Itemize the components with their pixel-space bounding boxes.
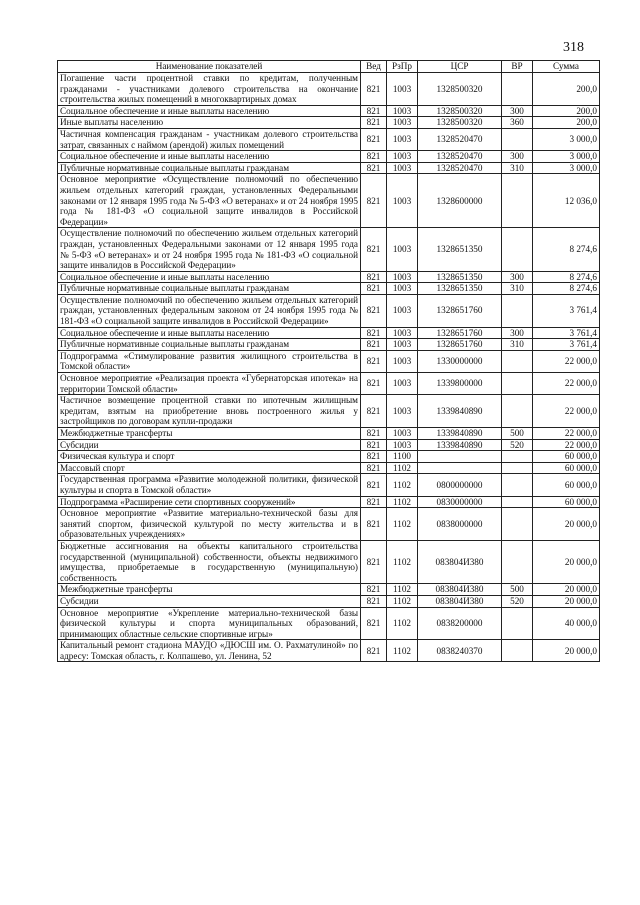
table-row — [58, 128, 600, 150]
cell-rzpr: 1003 — [387, 283, 418, 295]
cell-rzpr: 1003 — [387, 373, 418, 395]
cell-csr: 1339800000 — [418, 373, 502, 395]
cell-csr: 1328651760 — [418, 294, 502, 327]
table-row — [58, 474, 600, 496]
cell-ved: 821 — [361, 595, 387, 607]
cell-rzpr: 1003 — [387, 439, 418, 451]
cell-sum: 22 000,0 — [533, 373, 600, 395]
cell-csr: 0830000000 — [418, 496, 502, 508]
cell-sum: 20 000,0 — [533, 640, 600, 662]
cell-vr — [502, 540, 533, 583]
cell-csr: 1339840890 — [418, 439, 502, 451]
table-row — [58, 151, 600, 163]
cell-vr: 300 — [502, 327, 533, 339]
header-csr: ЦСР — [418, 61, 502, 73]
table-row — [58, 327, 600, 339]
cell-rzpr: 1003 — [387, 271, 418, 283]
table-row — [58, 228, 600, 271]
table-row — [58, 350, 600, 372]
cell-rzpr: 1100 — [387, 451, 418, 463]
cell-ved: 821 — [361, 128, 387, 150]
cell-ved: 821 — [361, 540, 387, 583]
cell-name: Подпрограмма «Расширение сети спортивных сооружений» — [58, 496, 361, 508]
cell-csr: 1328520470 — [418, 162, 502, 174]
cell-csr: 1328651760 — [418, 339, 502, 351]
cell-rzpr: 1003 — [387, 128, 418, 150]
cell-csr: 0838240370 — [418, 640, 502, 662]
cell-name: Частичная компенсация гражданам - участникам долевого строительства затрат, связанных с наймом (арендой) жилых помещений — [58, 128, 361, 150]
cell-vr: 520 — [502, 595, 533, 607]
cell-vr — [502, 373, 533, 395]
cell-sum: 40 000,0 — [533, 607, 600, 640]
cell-vr: 520 — [502, 439, 533, 451]
cell-rzpr: 1003 — [387, 339, 418, 351]
cell-name: Частичное возмещение процентной ставки по ипотечным жилищным кредитам, взятым на приобретение вновь построенного жилья у застройщиков по договорам купли-продажи — [58, 395, 361, 428]
cell-csr: 0838200000 — [418, 607, 502, 640]
cell-csr: 1328500320 — [418, 73, 502, 106]
cell-ved: 821 — [361, 451, 387, 463]
table-row — [58, 162, 600, 174]
cell-vr: 500 — [502, 428, 533, 440]
cell-ved: 821 — [361, 428, 387, 440]
cell-vr: 300 — [502, 105, 533, 117]
cell-rzpr: 1102 — [387, 607, 418, 640]
cell-rzpr: 1003 — [387, 350, 418, 372]
table-row — [58, 105, 600, 117]
table-row — [58, 584, 600, 596]
cell-ved: 821 — [361, 640, 387, 662]
cell-sum: 3 761,4 — [533, 294, 600, 327]
cell-vr: 310 — [502, 162, 533, 174]
header-name: Наименование показателей — [58, 61, 361, 73]
cell-vr — [502, 395, 533, 428]
cell-csr: 1339840890 — [418, 395, 502, 428]
cell-name: Осуществление полномочий по обеспечению жильем отдельных категорий граждан, установленных федеральным законом от 24 ноября 1995 года № 181-ФЗ «О социальной защите инвалидов в Российской Федерации» — [58, 294, 361, 327]
cell-name: Социальное обеспечение и иные выплаты населению — [58, 271, 361, 283]
cell-sum: 22 000,0 — [533, 350, 600, 372]
cell-ved: 821 — [361, 105, 387, 117]
cell-name: Капитальный ремонт стадиона МАУДО «ДЮСШ им. О. Рахматулиной» по адресу: Томская область, г. Колпашево, ул. Ленина, 52 — [58, 640, 361, 662]
cell-ved: 821 — [361, 395, 387, 428]
cell-sum: 20 000,0 — [533, 595, 600, 607]
cell-vr: 310 — [502, 339, 533, 351]
cell-csr: 0838000000 — [418, 508, 502, 541]
cell-vr — [502, 640, 533, 662]
cell-csr: 1328651760 — [418, 327, 502, 339]
cell-ved: 821 — [361, 373, 387, 395]
cell-sum: 60 000,0 — [533, 496, 600, 508]
cell-name: Социальное обеспечение и иные выплаты населению — [58, 327, 361, 339]
cell-name: Иные выплаты населению — [58, 117, 361, 129]
cell-vr — [502, 228, 533, 271]
cell-rzpr: 1003 — [387, 174, 418, 228]
page-number: 318 — [563, 40, 584, 55]
cell-csr: 1339840890 — [418, 428, 502, 440]
cell-ved: 821 — [361, 271, 387, 283]
cell-vr — [502, 73, 533, 106]
cell-vr — [502, 174, 533, 228]
table-row — [58, 595, 600, 607]
cell-csr: 1328651350 — [418, 228, 502, 271]
table-row — [58, 640, 600, 662]
cell-name: Физическая культура и спорт — [58, 451, 361, 463]
cell-rzpr: 1003 — [387, 105, 418, 117]
cell-sum: 20 000,0 — [533, 584, 600, 596]
cell-vr — [502, 451, 533, 463]
table-row — [58, 339, 600, 351]
cell-csr — [418, 451, 502, 463]
cell-rzpr: 1003 — [387, 294, 418, 327]
cell-ved: 821 — [361, 117, 387, 129]
header-sum: Сумма — [533, 61, 600, 73]
cell-vr — [502, 496, 533, 508]
cell-name: Публичные нормативные социальные выплаты гражданам — [58, 339, 361, 351]
table-row — [58, 294, 600, 327]
cell-sum: 3 000,0 — [533, 151, 600, 163]
cell-sum: 8 274,6 — [533, 228, 600, 271]
cell-ved: 821 — [361, 584, 387, 596]
cell-sum: 22 000,0 — [533, 395, 600, 428]
table-row — [58, 395, 600, 428]
table-row — [58, 607, 600, 640]
cell-csr: 1328500320 — [418, 117, 502, 129]
cell-vr: 310 — [502, 283, 533, 295]
cell-name: Основное мероприятие «Осуществление полномочий по обеспечению жильем отдельных категорий граждан, установленных Федеральными законами от 12 января 1995 года № 5-ФЗ «О ветеранах» и от 24 ноября 1995 года № 181-ФЗ «О социальной защите инвалидов в Российской Федерации» — [58, 174, 361, 228]
table-row — [58, 462, 600, 474]
cell-rzpr: 1102 — [387, 508, 418, 541]
cell-sum: 60 000,0 — [533, 462, 600, 474]
cell-name: Бюджетные ассигнования на объекты капитального строительства государственной (муниципальной) собственности, объекты недвижимого имущества, приобретаемые в государственную (муниципальную) собственность — [58, 540, 361, 583]
header-ved: Вед — [361, 61, 387, 73]
cell-ved: 821 — [361, 508, 387, 541]
cell-rzpr: 1003 — [387, 428, 418, 440]
header-vr: ВР — [502, 61, 533, 73]
cell-name: Межбюджетные трансферты — [58, 584, 361, 596]
cell-csr — [418, 462, 502, 474]
cell-ved: 821 — [361, 162, 387, 174]
cell-sum: 3 000,0 — [533, 162, 600, 174]
cell-name: Государственная программа «Развитие молодежной политики, физической культуры и спорта в Томской области» — [58, 474, 361, 496]
table-header-row — [58, 61, 600, 73]
cell-ved: 821 — [361, 462, 387, 474]
cell-name: Социальное обеспечение и иные выплаты населению — [58, 151, 361, 163]
cell-csr: 1328651350 — [418, 283, 502, 295]
cell-rzpr: 1003 — [387, 162, 418, 174]
cell-rzpr: 1102 — [387, 640, 418, 662]
table-row — [58, 496, 600, 508]
table-row — [58, 117, 600, 129]
budget-table — [57, 60, 600, 662]
cell-name: Основное мероприятие «Укрепление материально-технической базы физической культуры и спорта муниципальных образований, принимающих областные сельские спортивные игры» — [58, 607, 361, 640]
cell-sum: 3 761,4 — [533, 339, 600, 351]
table-row — [58, 451, 600, 463]
cell-name: Публичные нормативные социальные выплаты гражданам — [58, 162, 361, 174]
cell-sum: 60 000,0 — [533, 474, 600, 496]
cell-name: Публичные нормативные социальные выплаты гражданам — [58, 283, 361, 295]
cell-vr — [502, 294, 533, 327]
table-row — [58, 271, 600, 283]
cell-name: Погашение части процентной ставки по кредитам, полученным гражданами - участниками долевого строительства на окончание строительства жилых помещений в многоквартирных домах — [58, 73, 361, 106]
cell-ved: 821 — [361, 294, 387, 327]
cell-sum: 200,0 — [533, 105, 600, 117]
cell-vr: 360 — [502, 117, 533, 129]
cell-sum: 200,0 — [533, 73, 600, 106]
cell-ved: 821 — [361, 151, 387, 163]
cell-csr: 1328600000 — [418, 174, 502, 228]
cell-rzpr: 1102 — [387, 595, 418, 607]
cell-rzpr: 1102 — [387, 462, 418, 474]
table-row — [58, 508, 600, 541]
cell-ved: 821 — [361, 439, 387, 451]
table-row — [58, 373, 600, 395]
cell-vr: 500 — [502, 584, 533, 596]
cell-name: Основное мероприятие «Развитие материально-технической базы для занятий спортом, физической культурой по месту жительства и в образовательных учреждениях» — [58, 508, 361, 541]
cell-rzpr: 1102 — [387, 496, 418, 508]
cell-vr: 300 — [502, 271, 533, 283]
cell-vr — [502, 508, 533, 541]
cell-ved: 821 — [361, 73, 387, 106]
cell-ved: 821 — [361, 496, 387, 508]
cell-rzpr: 1003 — [387, 395, 418, 428]
cell-ved: 821 — [361, 339, 387, 351]
table-row — [58, 73, 600, 106]
cell-vr — [502, 474, 533, 496]
cell-ved: 821 — [361, 228, 387, 271]
cell-csr: 083804И380 — [418, 584, 502, 596]
cell-name: Массовый спорт — [58, 462, 361, 474]
cell-csr: 1328651350 — [418, 271, 502, 283]
cell-ved: 821 — [361, 283, 387, 295]
cell-rzpr: 1003 — [387, 151, 418, 163]
header-rzpr: РзПр — [387, 61, 418, 73]
table-row — [58, 540, 600, 583]
cell-name: Субсидии — [58, 439, 361, 451]
cell-sum: 20 000,0 — [533, 508, 600, 541]
cell-name: Межбюджетные трансферты — [58, 428, 361, 440]
cell-sum: 22 000,0 — [533, 428, 600, 440]
cell-name: Социальное обеспечение и иные выплаты населению — [58, 105, 361, 117]
table-row — [58, 174, 600, 228]
cell-ved: 821 — [361, 607, 387, 640]
cell-vr — [502, 462, 533, 474]
cell-csr: 083804И380 — [418, 595, 502, 607]
table-row — [58, 283, 600, 295]
cell-name: Подпрограмма «Стимулирование развития жилищного строительства в Томской области» — [58, 350, 361, 372]
cell-sum: 22 000,0 — [533, 439, 600, 451]
table-row — [58, 428, 600, 440]
cell-sum: 8 274,6 — [533, 271, 600, 283]
cell-name: Основное мероприятие «Реализация проекта «Губернаторская ипотека» на территории Томской области» — [58, 373, 361, 395]
cell-sum: 8 274,6 — [533, 283, 600, 295]
cell-rzpr: 1003 — [387, 228, 418, 271]
cell-sum: 3 761,4 — [533, 327, 600, 339]
cell-csr: 1328520470 — [418, 128, 502, 150]
cell-vr — [502, 350, 533, 372]
cell-rzpr: 1102 — [387, 584, 418, 596]
cell-ved: 821 — [361, 474, 387, 496]
cell-name: Субсидии — [58, 595, 361, 607]
cell-sum: 60 000,0 — [533, 451, 600, 463]
cell-sum: 3 000,0 — [533, 128, 600, 150]
cell-rzpr: 1102 — [387, 474, 418, 496]
cell-vr — [502, 607, 533, 640]
cell-rzpr: 1003 — [387, 117, 418, 129]
cell-csr: 1328500320 — [418, 105, 502, 117]
cell-ved: 821 — [361, 327, 387, 339]
table-row — [58, 439, 600, 451]
cell-rzpr: 1003 — [387, 73, 418, 106]
cell-csr: 0800000000 — [418, 474, 502, 496]
cell-rzpr: 1102 — [387, 540, 418, 583]
cell-vr — [502, 128, 533, 150]
cell-sum: 12 036,0 — [533, 174, 600, 228]
cell-csr: 1330000000 — [418, 350, 502, 372]
cell-rzpr: 1003 — [387, 327, 418, 339]
cell-sum: 200,0 — [533, 117, 600, 129]
cell-name: Осуществление полномочий по обеспечению жильем отдельных категорий граждан, установленных Федеральными законами от 12 января 1995 года № 5-ФЗ «О ветеранах» и от 24 ноября 1995 года № 181-ФЗ «О социальной защите инвалидов в Российской Федерации» — [58, 228, 361, 271]
cell-ved: 821 — [361, 174, 387, 228]
cell-vr: 300 — [502, 151, 533, 163]
cell-ved: 821 — [361, 350, 387, 372]
cell-csr: 083804И380 — [418, 540, 502, 583]
cell-csr: 1328520470 — [418, 151, 502, 163]
cell-sum: 20 000,0 — [533, 540, 600, 583]
